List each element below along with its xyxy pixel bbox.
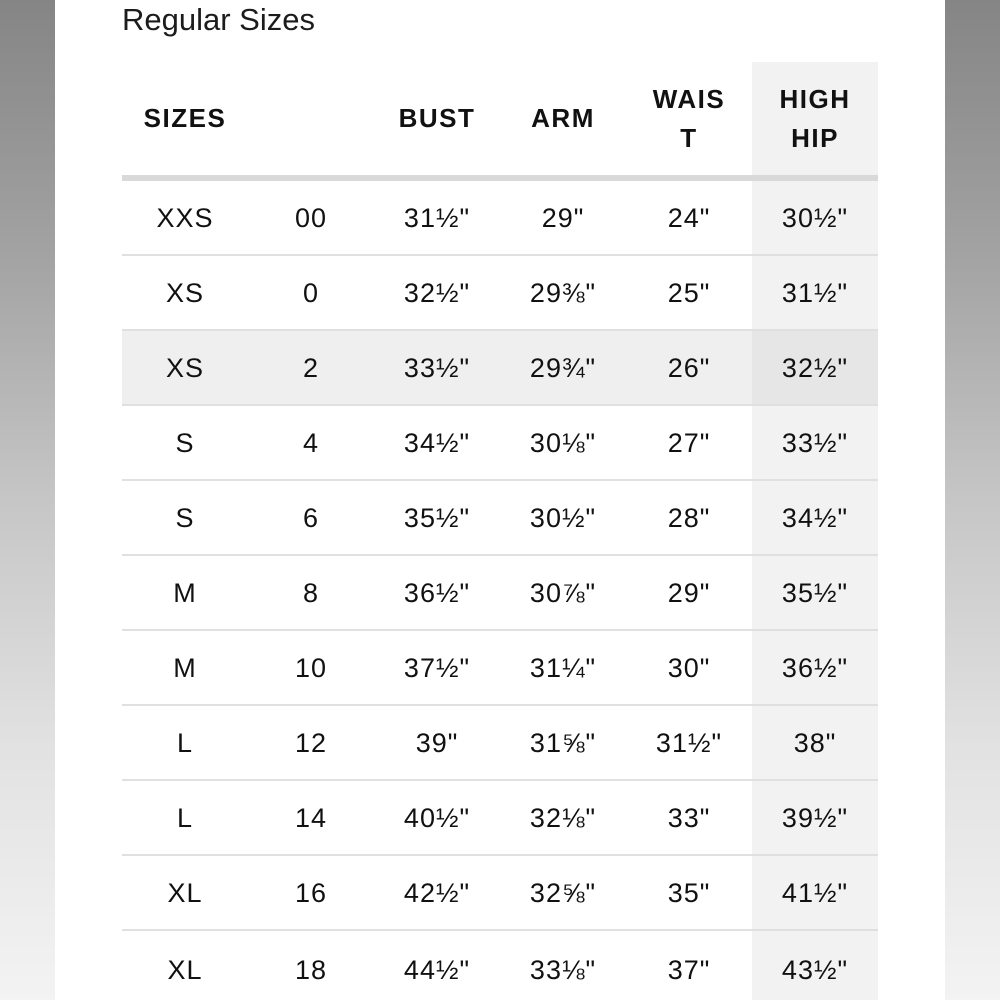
size-number-cell: 4: [302, 427, 320, 458]
size-number-cell: 14: [294, 802, 328, 833]
high-hip-cell: 35½": [752, 556, 878, 629]
header-bust-label: BUST: [398, 103, 476, 133]
size-letter-cell: S: [175, 502, 195, 533]
waist-cell: 37": [667, 955, 711, 985]
bust-cell: 33½": [403, 352, 471, 383]
table-row: [122, 781, 878, 856]
table-header: [122, 62, 878, 181]
bust-cell: 31½": [403, 202, 471, 233]
size-number-cell: 16: [294, 877, 328, 908]
size-letter-cell: M: [173, 577, 197, 608]
header-bust: [374, 62, 500, 175]
waist-cell: 25": [667, 277, 711, 308]
arm-cell: 32⅝": [529, 877, 597, 908]
table-row: [122, 256, 878, 331]
table-row: [122, 331, 878, 406]
header-waist-label: WAIST: [652, 83, 726, 153]
arm-cell: 31⅝": [529, 727, 597, 758]
header-high-hip: [752, 62, 878, 175]
header-high-hip-label: HIGH HIP: [779, 83, 851, 153]
arm-cell: 30⅛": [529, 427, 597, 458]
size-number-cell: 12: [294, 727, 328, 758]
size-number-cell: 2: [302, 352, 320, 383]
size-number-cell: 8: [302, 577, 320, 608]
size-letter-cell: M: [173, 652, 197, 683]
size-number-cell: 00: [294, 202, 328, 233]
arm-cell: 30½": [529, 502, 597, 533]
bust-cell: 36½": [403, 577, 471, 608]
high-hip-cell: 43½": [752, 931, 878, 1000]
size-letter-cell: XXS: [156, 202, 214, 233]
waist-cell: 24": [667, 202, 711, 233]
high-hip-cell: 41½": [752, 856, 878, 929]
table-row: [122, 556, 878, 631]
high-hip-cell: 36½": [752, 631, 878, 704]
header-waist: [626, 62, 752, 175]
size-letter-cell: S: [175, 427, 195, 458]
bust-cell: 35½": [403, 502, 471, 533]
high-hip-cell: 30½": [752, 181, 878, 254]
high-hip-cell: 38": [752, 706, 878, 779]
waist-cell: 35": [667, 877, 711, 908]
high-hip-cell: 33½": [752, 406, 878, 479]
waist-cell: 31½": [655, 727, 723, 758]
size-chart-table: [122, 62, 878, 1000]
table-row: [122, 481, 878, 556]
waist-cell: 28": [667, 502, 711, 533]
table-row: [122, 856, 878, 931]
high-hip-cell: 32½": [752, 331, 878, 404]
arm-cell: 31¼": [529, 652, 597, 683]
arm-cell: 29¾": [529, 352, 597, 383]
size-letter-cell: XL: [167, 955, 203, 985]
table-row: [122, 931, 878, 1000]
bust-cell: 44½": [403, 955, 471, 985]
header-arm: [500, 62, 626, 175]
bust-cell: 37½": [403, 652, 471, 683]
table-row: [122, 181, 878, 256]
arm-cell: 29": [541, 202, 585, 233]
table-row: [122, 631, 878, 706]
size-letter-cell: XS: [165, 352, 205, 383]
size-letter-cell: XS: [165, 277, 205, 308]
waist-cell: 30": [667, 652, 711, 683]
waist-cell: 33": [667, 802, 711, 833]
arm-cell: 29⅜": [529, 277, 597, 308]
size-letter-cell: L: [176, 802, 194, 833]
waist-cell: 29": [667, 577, 711, 608]
high-hip-cell: 34½": [752, 481, 878, 554]
arm-cell: 32⅛": [529, 802, 597, 833]
table-row: [122, 706, 878, 781]
arm-cell: 33⅛": [529, 955, 597, 985]
size-letter-cell: XL: [167, 877, 203, 908]
bust-cell: 42½": [403, 877, 471, 908]
size-number-cell: 10: [294, 652, 328, 683]
size-number-cell: 0: [302, 277, 320, 308]
high-hip-cell: 39½": [752, 781, 878, 854]
waist-cell: 27": [667, 427, 711, 458]
arm-cell: 30⅞": [529, 577, 597, 608]
high-hip-cell: 31½": [752, 256, 878, 329]
bust-cell: 32½": [403, 277, 471, 308]
header-sizes: [122, 62, 248, 175]
size-letter-cell: L: [176, 727, 194, 758]
header-arm-label: ARM: [531, 103, 595, 133]
size-number-cell: 6: [302, 502, 320, 533]
page-title: Regular Sizes: [122, 2, 315, 37]
bust-cell: 40½": [403, 802, 471, 833]
header-size-number: [248, 62, 374, 175]
waist-cell: 26": [667, 352, 711, 383]
size-number-cell: 18: [294, 955, 328, 985]
table-row: [122, 406, 878, 481]
bust-cell: 39": [415, 727, 459, 758]
header-sizes-label: SIZES: [143, 103, 227, 133]
bust-cell: 34½": [403, 427, 471, 458]
